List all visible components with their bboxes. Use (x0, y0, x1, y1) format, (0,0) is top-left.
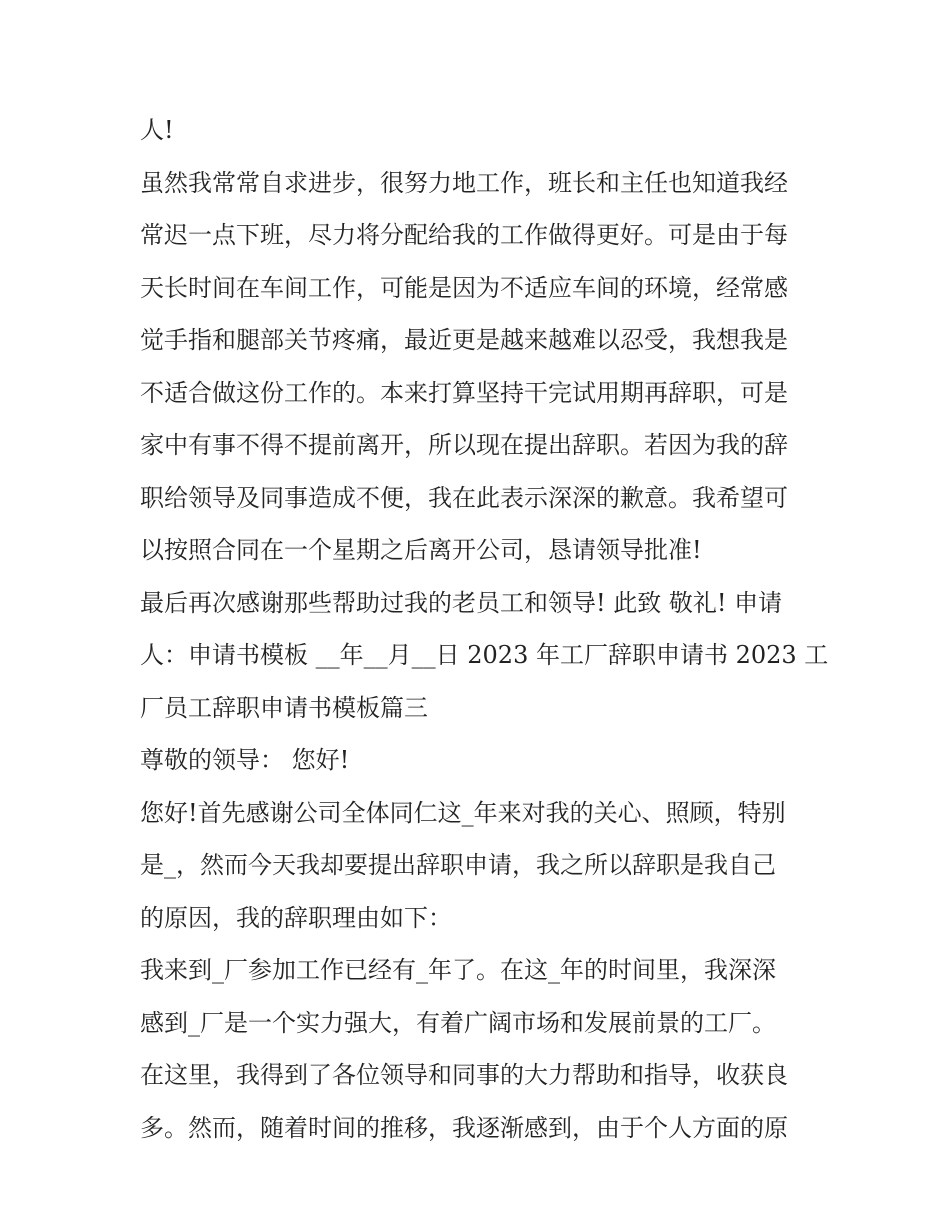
text-line: 最后再次感谢那些帮助过我的老员工和领导! 此致 敬礼! 申请 (140, 588, 783, 617)
text-line: 天长时间在车间工作，可能是因为不适应车间的环境，经常感 (140, 273, 788, 302)
text-line: 不适合做这份工作的。本来打算坚持干完试用期再辞职，可是 (140, 378, 788, 407)
text-line: 厂员工辞职申请书模板篇三 (140, 693, 428, 722)
text-line: 尊敬的领导： 您好! (140, 746, 350, 774)
text-line: 虽然我常常自求进步，很努力地工作，班长和主任也知道我经 (140, 168, 788, 197)
text-line: 觉手指和腿部关节疼痛，最近更是越来越难以忍受，我想我是 (140, 326, 788, 354)
text-line: 您好!首先感谢公司全体同仁这_年来对我的关心、照顾，特别 (140, 798, 786, 827)
text-line: 人：申请书模板 __年__月__日 2023 年工厂辞职申请书 2023 工 (140, 641, 829, 669)
text-line: 是_，然而今天我却要提出辞职申请，我之所以辞职是我自己 (140, 851, 776, 879)
text-line: 常迟一点下班，尽力将分配给我的工作做得更好。可是由于每 (140, 221, 788, 249)
text-line: 多。然而，随着时间的推移，我逐渐感到，由于个人方面的原 (140, 1113, 788, 1142)
text-line: 家中有事不得不提前离开，所以现在提出辞职。若因为我的辞 (140, 431, 788, 459)
text-line: 职给领导及同事造成不便，我在此表示深深的歉意。我希望可 (140, 483, 788, 512)
text-line: 的原因，我的辞职理由如下： (140, 903, 452, 932)
text-line: 我来到_厂参加工作已经有_年了。在这_年的时间里，我深深 (140, 956, 776, 984)
text-line: 在这里，我得到了各位领导和同事的大力帮助和指导，收获良 (140, 1061, 788, 1089)
text-line: 感到_厂是一个实力强大，有着广阔市场和发展前景的工厂。 (140, 1008, 776, 1037)
document-body (140, 104, 829, 1154)
text-line: 人! (140, 116, 174, 144)
text-line: 以按照合同在一个星期之后离开公司，恳请领导批准! (140, 536, 702, 564)
